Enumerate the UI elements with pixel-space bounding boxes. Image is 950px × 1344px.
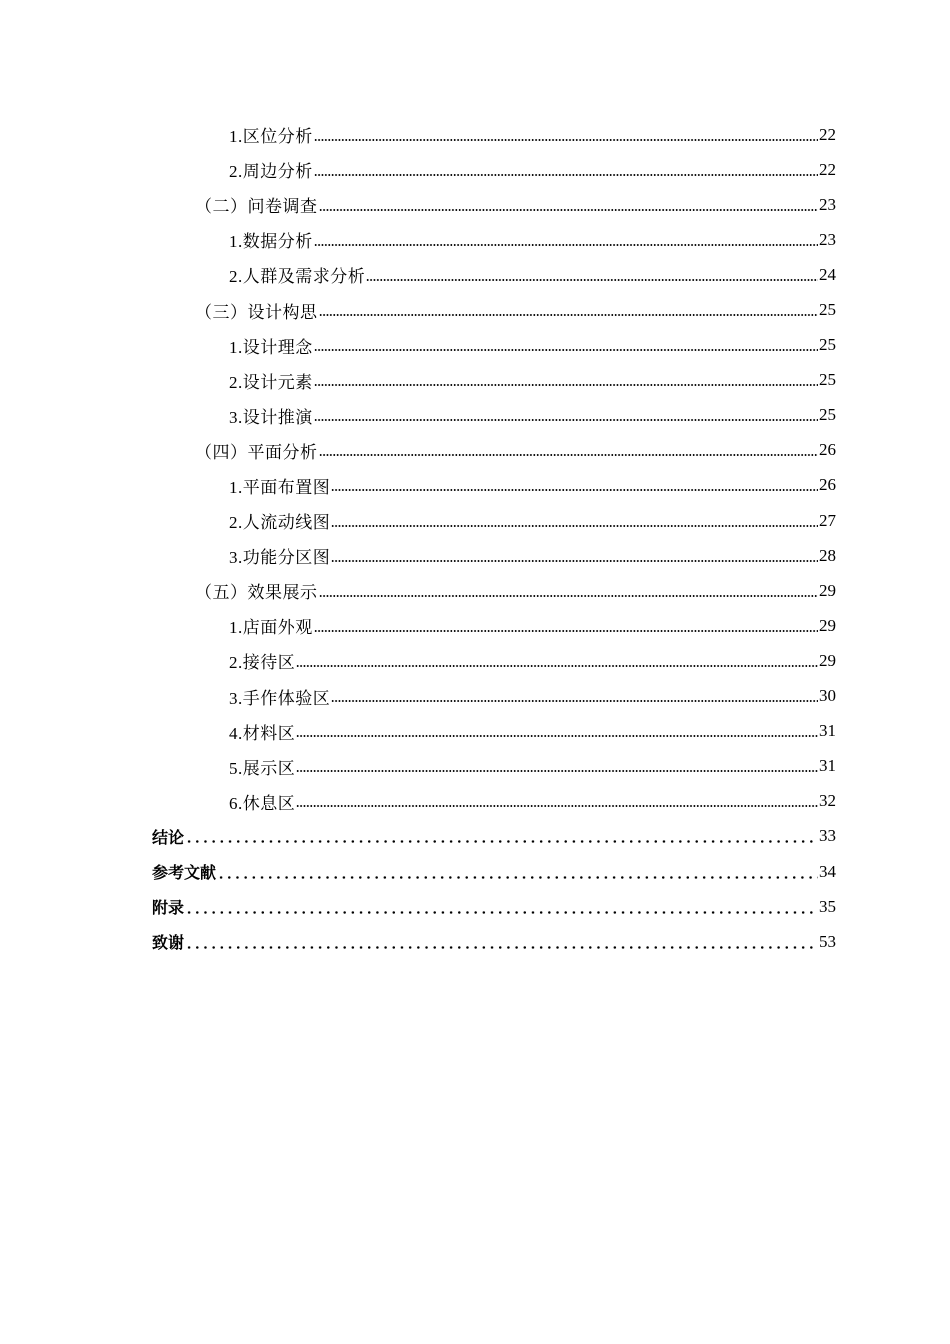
- toc-entry[interactable]: [0, 819, 950, 854]
- toc-entry[interactable]: [0, 714, 950, 749]
- toc-dot-leader: [331, 512, 818, 530]
- toc-dot-leader: [217, 863, 818, 881]
- toc-entry-page: 33: [819, 826, 836, 846]
- toc-dot-leader: [296, 757, 818, 775]
- toc-entry-page: 29: [819, 650, 836, 670]
- toc-dot-leader: [296, 792, 818, 810]
- toc-entry[interactable]: [0, 468, 950, 503]
- toc-entry-page: 25: [819, 300, 836, 320]
- toc-entry[interactable]: [0, 152, 950, 187]
- toc-dot-leader: [185, 827, 818, 845]
- toc-entry[interactable]: [0, 117, 950, 152]
- toc-dot-leader: [366, 266, 818, 284]
- toc-dot-leader: [331, 476, 818, 494]
- toc-entry-title: （五）效果展示: [195, 583, 318, 603]
- toc-entry-page: 26: [819, 440, 836, 460]
- toc-entry[interactable]: [0, 854, 950, 889]
- toc-entry-page: 25: [819, 405, 836, 425]
- toc-entry-page: 31: [819, 721, 836, 741]
- toc-dot-leader: [314, 371, 818, 389]
- toc-entry-page: 27: [819, 510, 836, 530]
- toc-entry-title: 1.平面布置图: [229, 477, 331, 497]
- toc-entry-title: 5.展示区: [229, 758, 296, 778]
- toc-entry[interactable]: [0, 679, 950, 714]
- toc-entry-page: 34: [819, 861, 836, 881]
- toc-entry-title: 2.周边分析: [229, 162, 313, 182]
- toc-entry-title: 1.区位分析: [229, 127, 313, 147]
- toc-dot-leader: [314, 231, 818, 249]
- toc-entry-title: 4.材料区: [229, 723, 296, 743]
- toc-entry-page: 53: [819, 931, 836, 951]
- toc-dot-leader: [296, 722, 818, 740]
- table-of-contents: [0, 117, 950, 959]
- toc-entry-title: 附录: [152, 898, 185, 918]
- toc-entry[interactable]: [0, 187, 950, 222]
- toc-entry-title: 3.手作体验区: [229, 688, 331, 708]
- toc-entry[interactable]: [0, 924, 950, 959]
- toc-entry-title: 3.功能分区图: [229, 548, 331, 568]
- toc-entry-title: 致谢: [152, 933, 185, 953]
- toc-dot-leader: [319, 582, 819, 600]
- toc-entry-title: 参考文献: [152, 863, 217, 883]
- toc-entry-title: 1.设计理念: [229, 337, 313, 357]
- toc-entry-title: 2.人流动线图: [229, 513, 331, 533]
- toc-entry-title: 2.设计元素: [229, 372, 313, 392]
- toc-entry[interactable]: [0, 538, 950, 573]
- toc-entry-title: 3.设计推演: [229, 407, 313, 427]
- toc-entry[interactable]: [0, 784, 950, 819]
- toc-entry-page: 32: [819, 791, 836, 811]
- toc-entry-page: 28: [819, 545, 836, 565]
- toc-entry-page: 22: [819, 159, 836, 179]
- toc-entry-page: 29: [819, 615, 836, 635]
- toc-entry-title: （四）平面分析: [195, 442, 318, 462]
- toc-entry-page: 24: [819, 264, 836, 284]
- toc-entry-title: 1.数据分析: [229, 232, 313, 252]
- toc-entry[interactable]: [0, 433, 950, 468]
- toc-entry[interactable]: [0, 889, 950, 924]
- toc-entry-page: 29: [819, 580, 836, 600]
- toc-dot-leader: [331, 687, 818, 705]
- toc-entry-page: 22: [819, 124, 836, 144]
- toc-dot-leader: [185, 898, 818, 916]
- toc-dot-leader: [314, 336, 818, 354]
- toc-entry[interactable]: [0, 573, 950, 608]
- toc-entry[interactable]: [0, 643, 950, 678]
- toc-entry-title: 6.休息区: [229, 793, 296, 813]
- toc-dot-leader: [331, 547, 818, 565]
- toc-entry-page: 25: [819, 370, 836, 390]
- toc-entry-title: （三）设计构思: [195, 302, 318, 322]
- toc-entry[interactable]: [0, 749, 950, 784]
- toc-entry[interactable]: [0, 292, 950, 327]
- toc-entry-page: 23: [819, 229, 836, 249]
- toc-dot-leader: [185, 933, 818, 951]
- toc-dot-leader: [314, 617, 818, 635]
- toc-entry[interactable]: [0, 222, 950, 257]
- toc-entry-title: 2.人群及需求分析: [229, 267, 366, 287]
- toc-entry-page: 30: [819, 686, 836, 706]
- toc-entry[interactable]: [0, 503, 950, 538]
- toc-entry-title: （二）问卷调查: [195, 197, 318, 217]
- toc-entry-page: 23: [819, 194, 836, 214]
- toc-dot-leader: [314, 126, 818, 144]
- toc-entry[interactable]: [0, 608, 950, 643]
- toc-entry-title: 1.店面外观: [229, 618, 313, 638]
- toc-entry-page: 26: [819, 475, 836, 495]
- toc-entry-page: 31: [819, 756, 836, 776]
- toc-dot-leader: [314, 161, 818, 179]
- toc-dot-leader: [319, 196, 819, 214]
- toc-entry-title: 结论: [152, 827, 185, 847]
- toc-dot-leader: [314, 406, 818, 424]
- toc-dot-leader: [296, 652, 818, 670]
- toc-entry-title: 2.接待区: [229, 653, 296, 673]
- toc-entry[interactable]: [0, 398, 950, 433]
- toc-entry[interactable]: [0, 328, 950, 363]
- toc-dot-leader: [319, 441, 819, 459]
- toc-entry[interactable]: [0, 363, 950, 398]
- toc-entry-page: 25: [819, 335, 836, 355]
- toc-entry[interactable]: [0, 257, 950, 292]
- toc-dot-leader: [319, 301, 819, 319]
- toc-entry-page: 35: [819, 896, 836, 916]
